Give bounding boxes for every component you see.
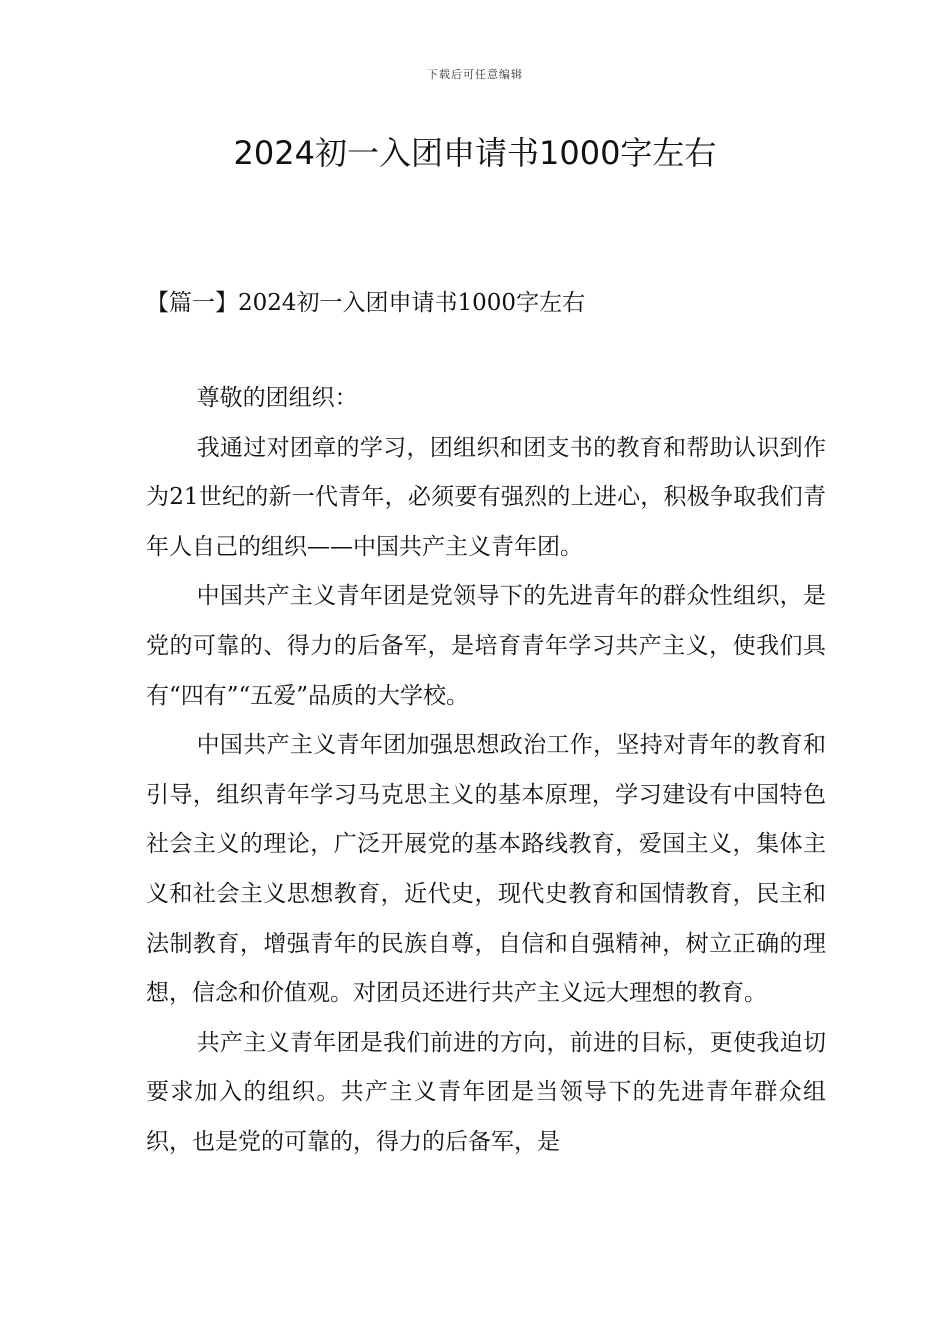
document-title: 2024初一入团申请书1000字左右 <box>233 134 717 172</box>
page-header-note: 下载后可任意编辑 <box>427 68 523 81</box>
section-heading: 【篇一】2024初一入团申请书1000字左右 <box>146 290 586 316</box>
paragraph: 中国共产主义青年团加强思想政治工作，坚持对青年的教育和引导，组织青年学习马克思主义的基本原理，学习建设有中国特色社会主义的理论，广泛开展党的基本路线教育，爱国主义，集体主义和社会主义思想教育，近代史，现代史教育和国情教育，民主和法制教育，增强青年的民族自尊，自信和自强精神，树立正确的理想，信念和价值观。对团员还进行共产主义远大理想的教育。 <box>146 732 826 1007</box>
paragraph-salutation: 尊敬的团组织： <box>196 385 358 411</box>
paragraph: 我通过对团章的学习，团组织和团支书的教育和帮助认识到作为21世纪的新一代青年，必须要有强烈的上进心，积极争取我们青年人自己的组织——中国共产主义青年团。 <box>146 434 826 560</box>
document-body <box>146 374 826 1168</box>
paragraph: 共产主义青年团是我们前进的方向，前进的目标，更使我迫切要求加入的组织。共产主义青年团是当领导下的先进青年群众组织，也是党的可靠的，得力的后备军，是 <box>146 1029 826 1155</box>
paragraph: 中国共产主义青年团是党领导下的先进青年的群众性组织，是党的可靠的、得力的后备军，是培育青年学习共产主义，使我们具有“四有”“五爱”品质的大学校。 <box>146 583 826 709</box>
